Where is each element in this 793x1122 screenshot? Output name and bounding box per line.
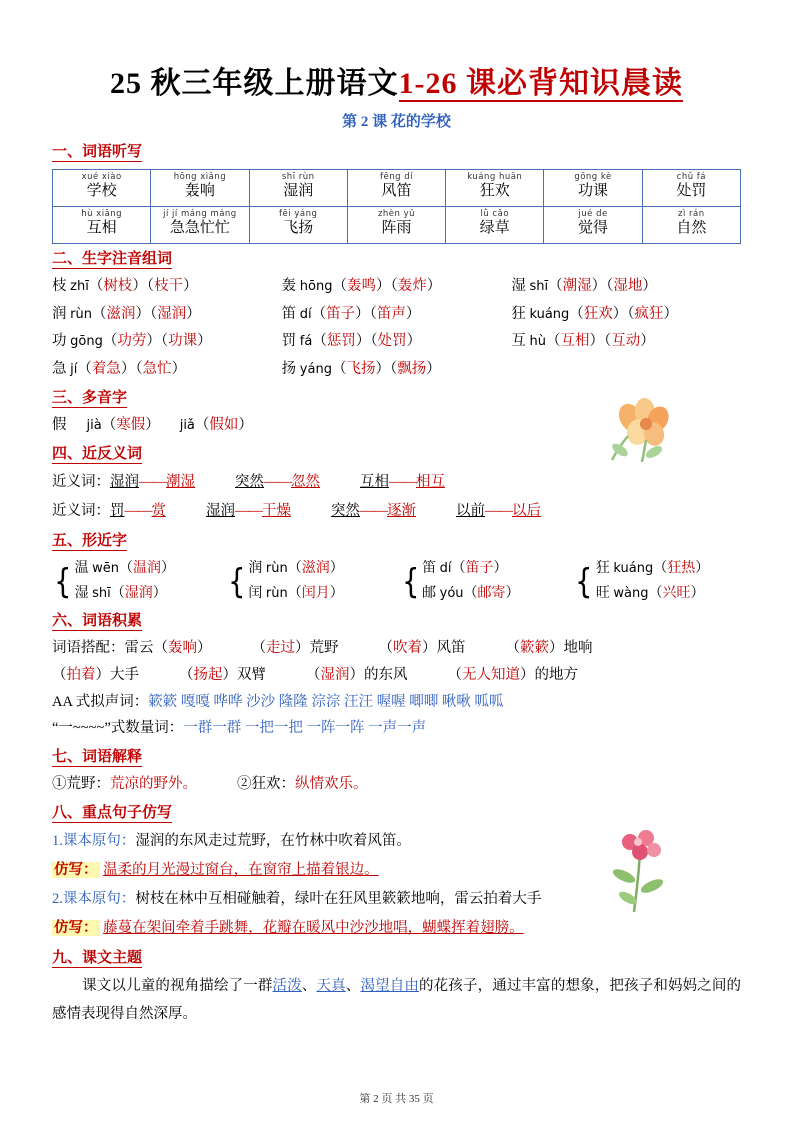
zhuyin-entry: 急 jí（着急）（急忙） xyxy=(52,360,187,377)
word1: 轰鸣 xyxy=(346,278,376,294)
word1: 滋润 xyxy=(106,305,136,322)
word2: 笛声 xyxy=(376,305,406,322)
char: 笛 xyxy=(281,305,297,322)
xingjinzi-entry: 笛 dí（笛子） xyxy=(422,561,508,576)
label: AA 式拟声词： xyxy=(52,693,149,710)
zhuyin-entry-empty xyxy=(511,356,741,384)
post: ） xyxy=(197,640,212,656)
keyword-3: 渴望自由 xyxy=(360,978,420,995)
page-title xyxy=(52,58,741,102)
word1: 树枝 xyxy=(103,278,133,294)
section-heading-ciyu: 六、词语积累 xyxy=(52,613,143,629)
dictation-cell xyxy=(446,207,544,244)
pinyin: wēn xyxy=(92,561,120,576)
term-pair: 逐渐 xyxy=(387,503,416,519)
ciyu-dapei-row-1 xyxy=(52,635,741,662)
label: 2.课本原句： xyxy=(52,891,136,908)
theme-text-1: 课文以儿童的视角描绘了一群 xyxy=(82,978,273,995)
jinyici-row-1: 近义词：湿润——潮湿 突然——忽然 互相——相互 xyxy=(52,474,445,490)
definition-1: 荒凉的野外。 xyxy=(110,776,197,793)
pinyin: dí xyxy=(439,561,452,576)
char: 邮 xyxy=(422,585,437,601)
word: 滋润 xyxy=(301,561,330,576)
xingjinzi-entry: 润 rùn（滋润） xyxy=(248,561,344,576)
dictation-cell xyxy=(544,207,642,244)
word: 湿润 xyxy=(283,183,314,200)
pinyin: rùn xyxy=(70,306,92,322)
sep: 、 xyxy=(345,978,361,995)
dictation-cell xyxy=(151,170,249,207)
zhuyin-entry: 罚 fá（惩罚）（处罚） xyxy=(281,333,422,350)
pinyin-1: jià xyxy=(86,418,102,434)
pinyin: gōng xyxy=(70,334,103,350)
page-number: 第 2 页 共 35 页 xyxy=(359,1093,434,1105)
answer-sentence: 藤蔓在架间牵着手跳舞，花瓣在暖风中沙沙地唱，蝴蝶挥着翅膀。 xyxy=(103,920,524,937)
zhuyin-entry: 枝 zhī（树枝）（枝干） xyxy=(52,278,198,294)
char: 枝 xyxy=(52,278,67,294)
xingjinzi-group xyxy=(400,557,568,606)
char: 湿 xyxy=(511,278,526,294)
duoyinzi-row: 假 jià（寒假） jiǎ（假如） xyxy=(52,417,253,434)
dictation-cell xyxy=(249,207,347,244)
xingjinzi-group xyxy=(52,557,220,606)
section-heading-jieshi: 七、词语解释 xyxy=(52,749,143,766)
word1: 功劳 xyxy=(117,333,147,350)
word2: 互动 xyxy=(611,333,641,350)
post: ）的东风 xyxy=(349,666,408,683)
section-heading-jieshi-wrap xyxy=(52,742,741,771)
word1: 笛子 xyxy=(326,305,356,322)
zhuyin-row xyxy=(52,301,741,329)
word: 急急忙忙 xyxy=(169,220,230,237)
keyword-1: 活泼 xyxy=(272,978,302,995)
word2: 轰炸 xyxy=(397,278,427,294)
value: 一群一群 一把一把 一阵一阵 一声一声 xyxy=(183,720,427,737)
dictation-table xyxy=(52,169,741,244)
table-row xyxy=(53,207,741,244)
word2: 飘扬 xyxy=(397,360,427,377)
section-heading-fangxie: 八、重点句子仿写 xyxy=(52,805,173,822)
char: 轰 xyxy=(281,278,297,294)
fill: 扬起 xyxy=(193,666,223,683)
char: 狂 xyxy=(595,561,610,576)
char: 扬 xyxy=(281,360,297,377)
fill: 轰响 xyxy=(168,640,197,656)
pinyin: fēng dí xyxy=(380,171,413,182)
word1: 互相 xyxy=(560,333,590,350)
value: 簌簌 嘎嘎 哗哗 沙沙 隆隆 淙淙 汪汪 喔喔 唧唧 啾啾 呱呱 xyxy=(148,693,504,710)
term-pair: 忽然 xyxy=(291,474,320,490)
fangxie-label-highlight: 仿写： xyxy=(54,920,98,937)
jieshi-row xyxy=(52,771,741,798)
term: 罚 xyxy=(110,503,125,519)
term: 湿润 xyxy=(206,503,235,519)
zhuyin-entry: 轰 hōng（轰鸣）（轰炸） xyxy=(281,278,442,294)
theme-text-2: 的花孩子，通过丰富的想 xyxy=(419,978,581,995)
theme-text-3: 象，把孩子和妈妈之间的感情表现得自然深厚。 xyxy=(52,978,742,1023)
pre: （ xyxy=(179,666,194,683)
word: 轰响 xyxy=(184,183,215,200)
word: 狂热 xyxy=(667,561,696,576)
dictation-cell xyxy=(347,170,445,207)
section-heading-theme-wrap xyxy=(52,943,741,972)
char: 笛 xyxy=(422,561,437,576)
xingjinzi-entry: 温 wēn（温润） xyxy=(74,561,176,576)
pinyin: zì rán xyxy=(678,208,705,219)
dictation-cell xyxy=(53,207,151,244)
word: 温润 xyxy=(133,561,162,576)
word: 风笛 xyxy=(381,183,412,200)
section-heading-ciyu-wrap xyxy=(52,606,741,635)
word2: 湿润 xyxy=(157,305,187,322)
word-1: 寒假 xyxy=(116,417,146,434)
char: 假 xyxy=(52,417,67,434)
keyword-2: 天真 xyxy=(316,978,346,995)
word: 学校 xyxy=(86,183,117,200)
pinyin: wàng xyxy=(613,585,649,601)
label: 近义词： xyxy=(52,474,110,490)
zhuyin-entry: 湿 shī（潮湿）（湿地） xyxy=(511,278,657,294)
section-heading-jinfanyi: 四、近反义词 xyxy=(52,446,143,462)
xingjinzi-entry: 旺 wàng（兴旺） xyxy=(595,585,705,601)
word: 互相 xyxy=(86,220,117,237)
xingjinzi-entry: 湿 shī（湿润） xyxy=(74,585,167,601)
pinyin: chǔ fá xyxy=(676,171,707,182)
dictation-cell xyxy=(446,170,544,207)
post: ）的地方 xyxy=(520,666,578,683)
pinyin: hù xiāng xyxy=(81,208,123,219)
pinyin: kuáng huān xyxy=(467,171,523,182)
fangxie-label-highlight: 仿写： xyxy=(54,862,98,879)
post: ）荒野 xyxy=(295,640,339,656)
ciyu-dapei-row-2 xyxy=(52,662,741,689)
term-pair: 以后 xyxy=(512,503,541,519)
char: 润 xyxy=(52,305,67,322)
word2: 疯狂 xyxy=(634,305,664,322)
char: 温 xyxy=(74,561,89,576)
post: ）风笛 xyxy=(422,640,466,656)
brace-icon: { xyxy=(227,561,246,602)
pinyin: fēi yáng xyxy=(279,208,318,219)
section-heading-theme: 九、课文主题 xyxy=(52,950,143,967)
brace-icon: { xyxy=(401,561,419,602)
fill: 簌簌 xyxy=(520,640,549,656)
dictation-cell xyxy=(53,170,151,207)
dictation-cell xyxy=(642,207,740,244)
flower-decoration-icon xyxy=(600,820,680,920)
zhuyin-entry: 狂 kuáng（狂欢）（疯狂） xyxy=(511,305,679,322)
pinyin: yóu xyxy=(439,585,464,601)
pinyin: jué de xyxy=(578,208,608,219)
term: 突然 xyxy=(235,474,264,490)
word: 闰月 xyxy=(301,585,330,601)
char: 润 xyxy=(248,561,263,576)
char: 闰 xyxy=(248,585,263,601)
pinyin: yáng xyxy=(299,361,332,377)
lesson-subtitle: 第 2 课 花的学校 xyxy=(342,114,451,130)
word: 兴旺 xyxy=(662,585,691,601)
term-1: ①荒野： xyxy=(52,776,110,793)
fanyici-row-2: 近义词：罚——赏 湿润——干燥 突然——逐渐 以前——以后 xyxy=(52,503,541,519)
zhuyin-row xyxy=(52,356,741,384)
section-heading-dictation-wrap xyxy=(52,137,741,166)
label: 近义词： xyxy=(52,503,110,519)
pinyin: xué xiào xyxy=(81,171,122,182)
pinyin: rùn xyxy=(265,585,288,601)
label: “一~~~~”式数量词： xyxy=(52,720,184,737)
zhuyin-entry: 互 hù（互相）（互动） xyxy=(511,333,655,350)
post: ）大手 xyxy=(95,666,139,683)
term-pair: 相互 xyxy=(416,474,445,490)
char: 湿 xyxy=(74,585,89,601)
pinyin: fá xyxy=(299,334,313,350)
brace-icon: { xyxy=(575,561,593,602)
pinyin: shī xyxy=(529,279,549,294)
term: 互相 xyxy=(360,474,389,490)
term: 以前 xyxy=(456,503,485,519)
dictation-cell xyxy=(544,170,642,207)
dictation-cell xyxy=(347,207,445,244)
fill: 湿润 xyxy=(320,666,350,683)
dictation-cell xyxy=(151,207,249,244)
section-heading-duoyinzi: 三、多音字 xyxy=(52,390,128,407)
word: 绿草 xyxy=(479,220,510,237)
term: 湿润 xyxy=(110,474,139,490)
char: 旺 xyxy=(595,585,610,601)
flower-decoration-icon xyxy=(598,396,688,466)
word2: 急忙 xyxy=(142,360,172,377)
word2: 处罚 xyxy=(377,333,407,350)
zhuyin-row xyxy=(52,328,741,356)
word: 处罚 xyxy=(676,183,707,200)
char: 功 xyxy=(52,333,67,350)
pinyin: gōng kè xyxy=(574,171,612,182)
char: 急 xyxy=(52,360,67,377)
word1: 狂欢 xyxy=(583,305,613,322)
pinyin: jí jí máng máng xyxy=(163,208,237,219)
term-pair: 赏 xyxy=(151,503,166,519)
fill: 无人知道 xyxy=(462,666,520,683)
pinyin: jí xyxy=(70,361,78,377)
word1: 惩罚 xyxy=(326,333,356,350)
word1: 潮湿 xyxy=(562,278,592,294)
xingjinzi-groups xyxy=(52,557,741,606)
pre: （ xyxy=(505,640,520,656)
pre: （ xyxy=(251,640,266,656)
title-red-part: 1-26 课必背知识晨读 xyxy=(398,67,683,100)
fill: 走过 xyxy=(266,640,295,656)
section-heading-zhuyin: 二、生字注音组词 xyxy=(52,251,173,267)
word: 邮寄 xyxy=(477,585,506,601)
pinyin: zhèn yǔ xyxy=(377,208,416,219)
pinyin: shī xyxy=(92,585,111,601)
zhuyin-list xyxy=(52,273,741,383)
post: ）地响 xyxy=(549,640,593,656)
word-2: 假如 xyxy=(209,417,239,434)
pre: （ xyxy=(52,666,67,683)
page-footer xyxy=(0,1090,793,1106)
xingjinzi-group xyxy=(573,557,741,606)
pinyin: hōng xiǎng xyxy=(173,171,227,182)
dictation-cell xyxy=(249,170,347,207)
title-black-part: 25 秋三年级上册语文 xyxy=(110,67,399,100)
section-heading-xingjinzi-wrap xyxy=(52,526,741,555)
theme-paragraph xyxy=(52,972,741,1029)
brace-icon: { xyxy=(54,561,72,602)
pinyin: hōng xyxy=(299,279,333,294)
label: 1.课本原句： xyxy=(52,833,136,850)
ciyu-aa-row xyxy=(52,689,741,716)
word: 飞扬 xyxy=(283,220,314,237)
term-2: ②狂欢： xyxy=(237,776,295,793)
pinyin: dí xyxy=(299,306,312,322)
pinyin: lǜ cǎo xyxy=(480,208,510,219)
pre: （ xyxy=(306,666,321,683)
pinyin: rùn xyxy=(265,561,288,576)
sep: 、 xyxy=(301,978,317,995)
word: 狂欢 xyxy=(479,183,510,200)
zhuyin-row xyxy=(52,273,741,301)
zhuyin-entry: 功 gōng（功劳）（功课） xyxy=(52,333,212,350)
fill: 吹着 xyxy=(393,640,422,656)
word2: 湿地 xyxy=(613,278,643,294)
word: 湿润 xyxy=(124,585,153,601)
word1: 飞扬 xyxy=(346,360,376,377)
table-row xyxy=(53,170,741,207)
word2: 功课 xyxy=(168,333,198,350)
answer-sentence: 温柔的月光漫过窗台，在窗帘上描着银边。 xyxy=(103,862,379,879)
fill: 拍着 xyxy=(66,666,96,683)
label: 词语搭配： xyxy=(52,640,125,656)
zhuyin-entry: 笛 dí（笛子）（笛声） xyxy=(281,305,421,322)
section-heading-dictation: 一、词语听写 xyxy=(52,144,143,160)
char: 互 xyxy=(511,333,526,350)
term-pair: 干燥 xyxy=(262,503,291,519)
xingjinzi-group xyxy=(226,557,394,606)
word: 阵雨 xyxy=(381,220,412,237)
word: 笛子 xyxy=(465,561,494,576)
word: 功课 xyxy=(578,183,609,200)
char: 狂 xyxy=(511,305,526,322)
zhuyin-entry: 润 rùn（滋润）（湿润） xyxy=(52,305,201,322)
xingjinzi-entry: 狂 kuáng（狂热） xyxy=(595,561,710,576)
xingjinzi-entry: 闰 rùn（闰月） xyxy=(248,585,344,601)
xingjinzi-entry: 邮 yóu（邮寄） xyxy=(422,585,520,601)
pinyin: hù xyxy=(529,334,546,350)
section-heading-zhuyin-wrap xyxy=(52,244,741,273)
dictation-cell xyxy=(642,170,740,207)
pinyin: shī rùn xyxy=(281,171,315,182)
definition-2: 纵情欢乐。 xyxy=(295,776,368,793)
word: 自然 xyxy=(676,220,707,237)
post: ）双臂 xyxy=(222,666,266,683)
origin-sentence: 树枝在林中互相碰触着，绿叶在狂风里簌簌地响，雷云拍着大手 xyxy=(135,891,542,908)
pinyin: zhī xyxy=(70,279,89,294)
word2: 枝干 xyxy=(154,278,184,294)
pinyin: kuáng xyxy=(613,561,654,576)
pre: （ xyxy=(447,666,462,683)
pre: （ xyxy=(378,640,393,656)
ciyu-shuliang-row xyxy=(52,715,741,742)
word1: 着急 xyxy=(91,360,121,377)
zhuyin-entry: 扬 yáng（飞扬）（飘扬） xyxy=(281,360,441,377)
term: 突然 xyxy=(331,503,360,519)
pinyin-2: jiǎ xyxy=(179,418,195,434)
term-pair: 潮湿 xyxy=(166,474,195,490)
pre: 雷云（ xyxy=(124,640,168,656)
pinyin: kuáng xyxy=(529,306,570,322)
origin-sentence: 湿润的东风走过荒野，在竹林中吹着风笛。 xyxy=(135,833,411,850)
word: 觉得 xyxy=(578,220,609,237)
char: 罚 xyxy=(281,333,297,350)
section-heading-xingjinzi: 五、形近字 xyxy=(52,533,128,549)
